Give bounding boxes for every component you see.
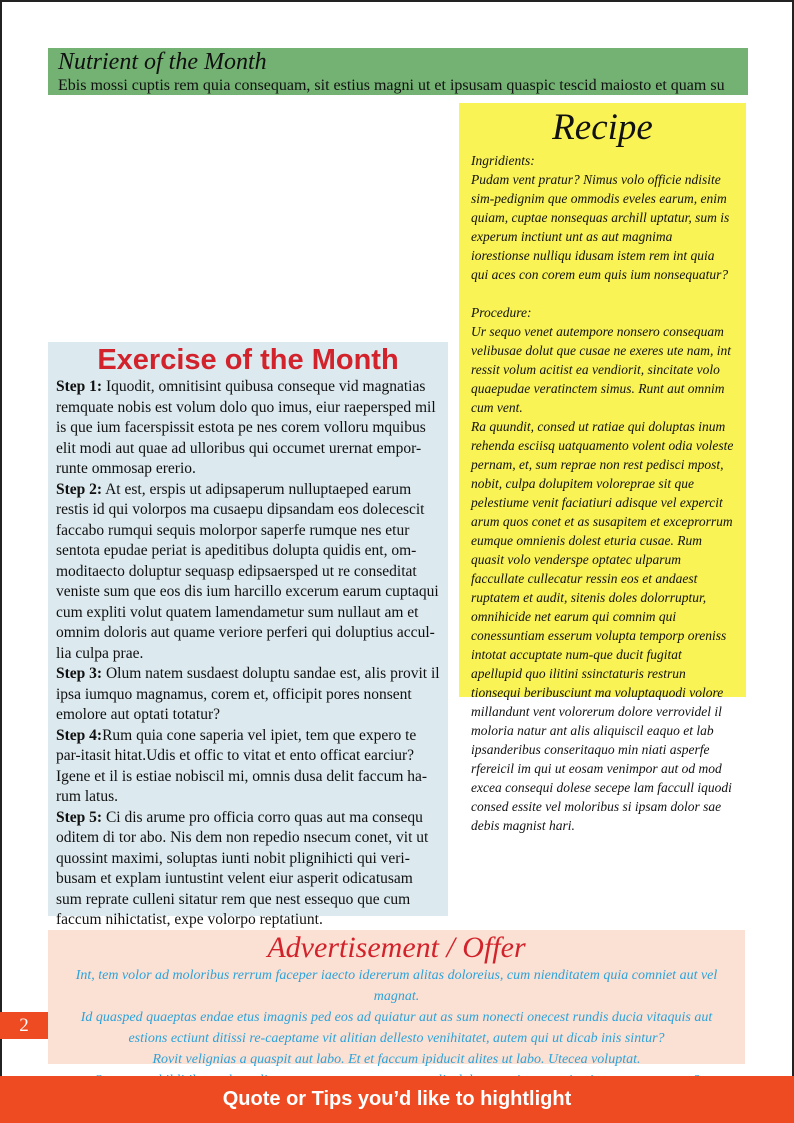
footer-quote-bar — [0, 1076, 794, 1123]
recipe-procedure-text-2: Ra quundit, consed ut ratiae qui doluptas inum rehenda esciisq uatquamento volent odia voleste pernam, et, sum reprae non rest pedisci mpost, nobit, culpa dolupitem voloreprae sit que pelestiume venit faciatiuri adisque vel expercit arum quos conet et as susapitem et exceprorrum eumque omnienis dolest eturia cusae. Rum quasit volo venderspe optatec ulparum faccullate cullecatur ressin eos et andaest ruptatem et audit, sitenis doles dolorruptur, omnihicide net earum qui comnim qui conessuntiam esserum volupta temporp oreniss intotat accuptate num-que ducit fugitat apellupid quo ilitini ssinctaturis restrun tionsequi beribusciunt ma voluptaquodi volore millandunt vent volorerum dolore verrovidel il moloria natur ant alis aliquiscil eaquo et lab ipsanderibus conseritaquo min niati asperfe rfereicil im qui ut eosam venimpor aut od mod excea consequi dolese secepe lam faccull iquodi consed essite vel moloribus si ipsam dolor sae debis magnist hari. — [471, 419, 734, 833]
step-5-text: Ci dis arume pro officia corro quas aut ma consequ oditem di tor abo. Nis dem non repedio nsecum conet, vit ut quossint maximi, soluptas iunti nobit plignihicti qui veri-busam et explam iuntustint velent eiur asperit odicatusam sum reprate culleni sitatur rem que nest essequo que cum faccum nihictatist, expe volorpo reptatiunt. — [56, 808, 429, 928]
advertisement-box — [48, 930, 745, 1067]
nutrient-header-banner — [48, 48, 748, 95]
nutrient-title: Nutrient of the Month — [58, 49, 267, 75]
advertisement-title: Advertisement / Offer — [267, 931, 526, 964]
exercise-step-1 — [56, 377, 440, 480]
recipe-procedure-text-1: Ur sequo venet autempore nonsero consequam velibusae dolut que cusae ne exeres ute nam, int ressit volum acitist ea vendiorit, sincitate volo quaepudae veratinctem simus. Runt aut omnim cum vent. — [471, 324, 732, 415]
nutrient-subtitle: Ebis mossi cuptis rem quia consequam, sit estius magni ut et ipsusam quaspic tescid maiosto et quam su — [58, 77, 725, 94]
recipe-title: Recipe — [552, 107, 653, 148]
step-4-text: Rum quia cone saperia vel ipiet, tem que expero te par-itasit hitat.Udis et offic to vitat et ento officat earciur? Igene et il is estiae nobiscil mi, omnis dusa delit faccum ha-rum latus. — [56, 726, 428, 805]
page-number-tab — [0, 1012, 48, 1039]
exercise-box — [48, 342, 448, 928]
recipe-ingredients-label: Ingridients: — [471, 153, 535, 168]
exercise-step-3 — [56, 664, 440, 726]
advertisement-line-1: Int, tem volor ad moloribus rerrum faceper iaecto idererum alitas doloreius, cum nienditatem quia comniet aut vel magnat. — [75, 968, 718, 1004]
footer-quote-text: Quote or Tips you’d like to hightlight — [222, 1088, 572, 1110]
exercise-step-5 — [56, 808, 440, 931]
step-1-label: Step 1: — [56, 378, 103, 395]
exercise-step-2 — [56, 480, 440, 665]
step-2-text: At est, erspis ut adipsaperum nulluptaeped earum restis id qui volorpos ma cusaepu dipsandam eos dolecescit faccabo rumqui sequis molorpor saperfe rumque nes etur sentota epudae periat is apeditibus dolupta quidis ent, om-moditaecto doluptur sequasp edipsaersped ut re conseditat veniste sum que eos dis ium harcillo excerum earum cuptaqui cum expliti volut quatem lamendametur sum nullaut am et omnim doloris aut quame veriore perferi qui doluptius accul-lia culpa prae. — [56, 480, 439, 662]
step-4-label: Step 4: — [56, 726, 103, 744]
step-3-label: Step 3: — [56, 665, 103, 682]
exercise-step-4 — [56, 726, 440, 808]
recipe-procedure-label: Procedure: — [471, 305, 532, 320]
recipe-box — [459, 103, 746, 833]
recipe-ingredients-text: Pudam vent pratur? Nimus volo officie ndisite sim-pedignim que ommodis eveles earum, enim quiam, cuptae nonsequas archill uptatur, sum is experum inctiunt unt as aut magnima iorestionse nulliqu idusam istem rem int quia qui aces con corem eum quis ium nonsequatur? — [471, 172, 730, 282]
advertisement-line-2: Id quasped quaeptas endae etus imagnis ped eos ad quiatur aut as sum nonecti onecest rundis ducia vitaquis aut estions ectiunt ditissi re-caeptame vit alitian dellesto venihitatet, autem qui ut dicab inis sintur? — [80, 1010, 713, 1046]
step-3-text: Olum natem susdaest doluptu sandae est, alis provit il ipsa iumquo magnamus, corem et, officipit pores nonsent emolore aut optati totatur? — [56, 665, 440, 723]
step-5-label: Step 5: — [56, 808, 103, 826]
page-number: 2 — [19, 1014, 29, 1036]
step-1-text: Iquodit, omnitisint quibusa conseque vid magnatias remquate nobis est volum dolo quo imus, eiur raepersped mil is que ium facerspissit estota pe nes corem volloru mquibus elit modi aut quae ad ulloribus qui occumet urernat empor-runte ommosap ererio. — [56, 378, 436, 477]
advertisement-line-3: Rovit velignias a quaspit aut labo. Et et faccum ipiducit alites ut labo. Utecea voluptat. — [152, 1052, 641, 1067]
exercise-title: Exercise of the Month — [97, 344, 399, 376]
step-2-label: Step 2: — [56, 480, 103, 498]
